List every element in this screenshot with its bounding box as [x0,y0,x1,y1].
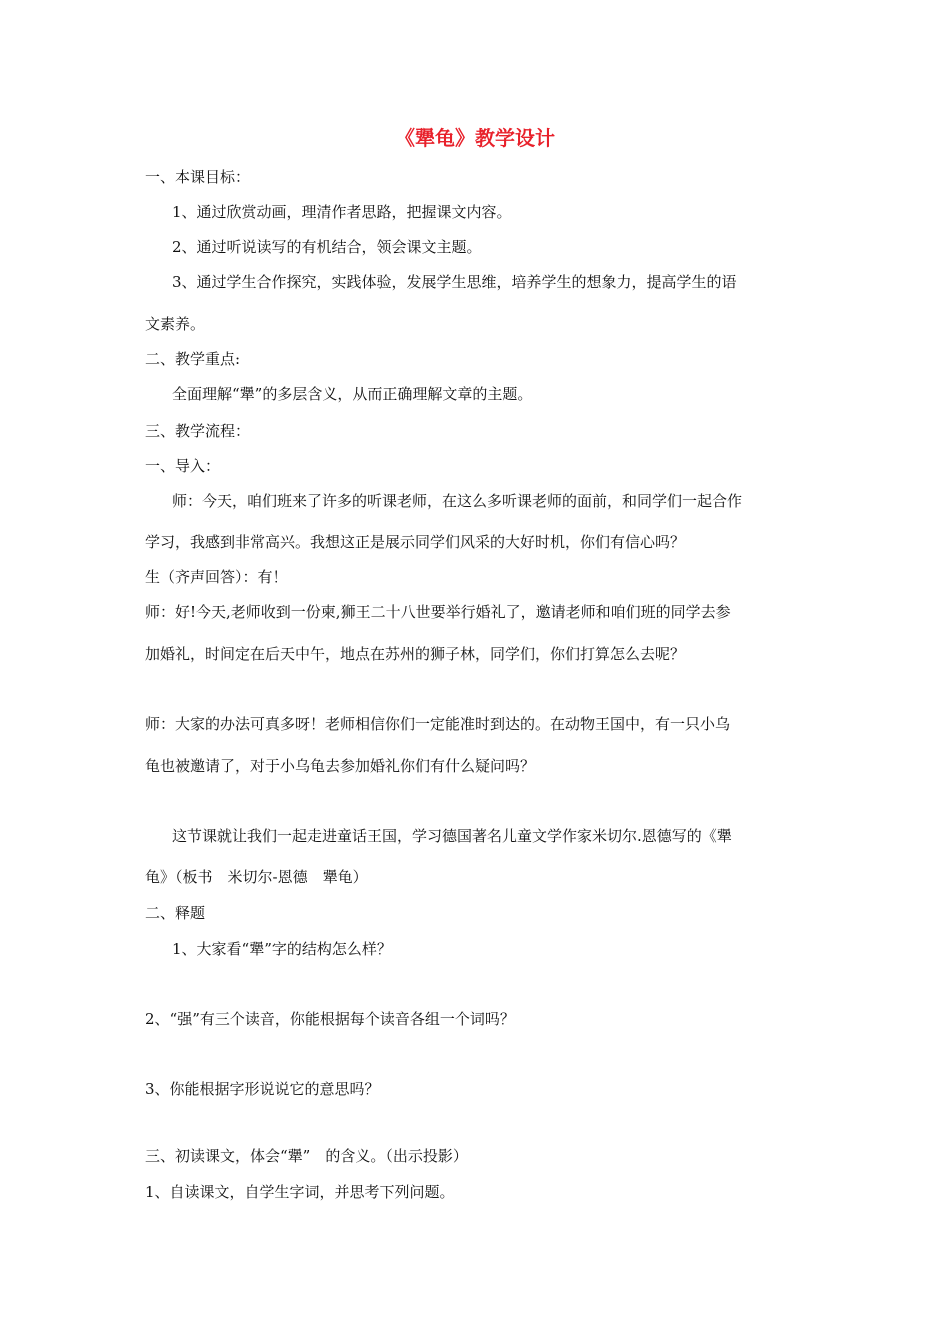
focus-text: 全面理解“犟”的多层含义，从而正确理解文章的主题。 [172,385,533,403]
section-heading-focus: 二、教学重点: [145,350,241,368]
goal-item-2: 2、通过听说读写的有机结合，领会课文主题。 [172,238,482,256]
document-title: 《犟龟》教学设计 [395,126,555,150]
subsection-heading-title-explain: 二、释题 [145,904,206,922]
subsection-heading-intro: 一、导入： [145,457,221,475]
paragraph-teacher-3: 师：大家的办法可真多呀！老师相信你们一定能准时到达的。在动物王国中，有一只小乌 [145,715,731,733]
paragraph-teacher-2-continued: 加婚礼，时间定在后天中午，地点在苏州的狮子林，同学们，你们打算怎么去呢？ [145,645,686,663]
subsection-heading-first-reading: 三、初读课文，体会“犟” 的含义。（出示投影） [145,1147,468,1165]
goal-item-1: 1、通过欣赏动画，理清作者思路，把握课文内容。 [172,203,512,221]
reading-task-1: 1、自读课文，自学生字词，并思考下列问题。 [145,1183,455,1201]
paragraph-teacher-2: 师：好!今天,老师收到一份柬,狮王二十八世要举行婚礼了，邀请老师和咱们班的同学去参 [145,603,731,621]
paragraph-lesson-intro: 这节课就让我们一起走进童话王国，学习德国著名儿童文学作家米切尔.恩德写的《犟 [172,827,732,845]
goal-item-3-continued: 文素养。 [145,315,206,333]
paragraph-student: 生（齐声回答）：有！ [145,568,288,586]
question-2: 2、“强”有三个读音，你能根据每个读音各组一个词吗？ [145,1010,515,1028]
paragraph-teacher-1-continued: 学习，我感到非常高兴。我想这正是展示同学们风采的大好时机，你们有信心吗？ [145,533,686,551]
section-heading-goals: 一、本课目标： [145,168,251,186]
section-heading-process: 三、教学流程： [145,422,251,440]
paragraph-teacher-1: 师：今天，咱们班来了许多的听课老师，在这么多听课老师的面前，和同学们一起合作 [172,492,743,510]
question-3: 3、你能根据字形说说它的意思吗？ [145,1080,380,1098]
paragraph-teacher-3-continued: 龟也被邀请了，对于小乌龟去参加婚礼你们有什么疑问吗？ [145,757,536,775]
paragraph-lesson-intro-continued: 龟》（板书 米切尔-恩德 犟龟） [145,868,368,886]
question-1: 1、大家看“犟”字的结构怎么样？ [172,940,392,958]
goal-item-3: 3、通过学生合作探究，实践体验，发展学生思维，培养学生的想象力，提高学生的语 [172,273,737,291]
